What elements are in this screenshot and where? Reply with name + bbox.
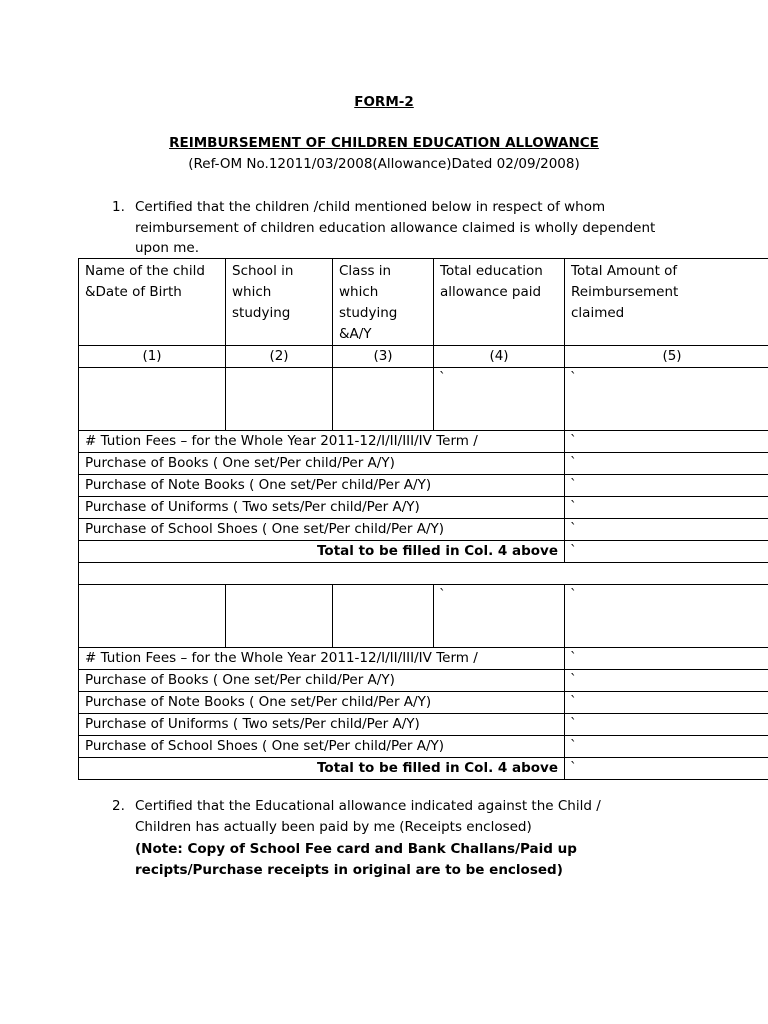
note-line-1: (Note: Copy of School Fee card and Bank Challans/Paid up: [135, 841, 577, 857]
para1-line-2: reimbursement of children education allowance claimed is wholly dependent: [135, 220, 656, 236]
table-header-row: [79, 259, 768, 346]
para2-line-2: Children has actually been paid by me (Receipts enclosed): [135, 819, 532, 835]
child-1-fee-row: [79, 431, 768, 453]
total-amount-cell[interactable]: `: [565, 541, 768, 563]
col-number-2: (2): [226, 346, 333, 368]
header-total-paid: Total education allowance paid: [434, 259, 565, 346]
para2-line-1: Certified that the Educational allowance indicated against the Child /: [135, 798, 601, 814]
child-2-fee-row: [79, 648, 768, 670]
fee-item-label: Purchase of Books ( One set/Per child/Per A/Y): [79, 453, 565, 475]
fee-item-label: Purchase of Uniforms ( Two sets/Per child/Per A/Y): [79, 714, 565, 736]
child-1-school-cell[interactable]: [226, 368, 333, 431]
col-number-5: (5): [565, 346, 768, 368]
column-number-row: [79, 346, 768, 368]
child-1-reimbursement-cell[interactable]: `: [565, 368, 768, 431]
header-school: School in which studying: [226, 259, 333, 346]
child-2-total-row: [79, 758, 768, 780]
child-1-entry-row: [79, 368, 768, 431]
fee-item-label: # Tution Fees – for the Whole Year 2011-12/I/II/III/IV Term /: [79, 648, 565, 670]
fee-amount-cell[interactable]: `: [565, 714, 768, 736]
child-2-school-cell[interactable]: [226, 585, 333, 648]
fee-amount-cell[interactable]: `: [565, 431, 768, 453]
child-1-fee-row: [79, 453, 768, 475]
fee-item-label: Purchase of Uniforms ( Two sets/Per child/Per A/Y): [79, 497, 565, 519]
child-2-fee-row: [79, 714, 768, 736]
fee-item-label: Purchase of School Shoes ( One set/Per child/Per A/Y): [79, 736, 565, 758]
child-1-name-cell[interactable]: [79, 368, 226, 431]
reference-line: (Ref-OM No.12011/03/2008(Allowance)Dated 02/09/2008): [188, 156, 580, 172]
fee-item-label: Purchase of School Shoes ( One set/Per child/Per A/Y): [79, 519, 565, 541]
total-label: Total to be filled in Col. 4 above: [79, 758, 565, 780]
fee-item-label: Purchase of Note Books ( One set/Per child/Per A/Y): [79, 692, 565, 714]
separator-row: [79, 563, 768, 585]
form-title: FORM-2: [354, 94, 414, 110]
fee-amount-cell[interactable]: `: [565, 670, 768, 692]
fee-item-label: Purchase of Note Books ( One set/Per child/Per A/Y): [79, 475, 565, 497]
fee-amount-cell[interactable]: `: [565, 453, 768, 475]
total-label: Total to be filled in Col. 4 above: [79, 541, 565, 563]
child-2-fee-row: [79, 692, 768, 714]
child-1-fee-row: [79, 497, 768, 519]
child-2-class-cell[interactable]: [333, 585, 434, 648]
fee-amount-cell[interactable]: `: [565, 475, 768, 497]
child-1-total-paid-cell[interactable]: `: [434, 368, 565, 431]
child-2-name-cell[interactable]: [79, 585, 226, 648]
note-line-2: recipts/Purchase receipts in original are to be enclosed): [135, 862, 563, 878]
child-1-total-row: [79, 541, 768, 563]
col-number-1: (1): [79, 346, 226, 368]
allowance-table: [78, 258, 768, 780]
header-class: Class in which studying &A/Y: [333, 259, 434, 346]
separator-cell: [79, 563, 768, 585]
fee-amount-cell[interactable]: `: [565, 692, 768, 714]
child-1-class-cell[interactable]: [333, 368, 434, 431]
child-2-fee-row: [79, 670, 768, 692]
fee-item-label: # Tution Fees – for the Whole Year 2011-12/I/II/III/IV Term /: [79, 431, 565, 453]
child-2-entry-row: [79, 585, 768, 648]
fee-amount-cell[interactable]: `: [565, 519, 768, 541]
col-number-3: (3): [333, 346, 434, 368]
child-1-fee-row: [79, 519, 768, 541]
header-reimbursement: Total Amount of Reimbursement claimed: [565, 259, 768, 346]
fee-amount-cell[interactable]: `: [565, 648, 768, 670]
child-1-fee-row: [79, 475, 768, 497]
col-number-4: (4): [434, 346, 565, 368]
header-name-dob: Name of the child &Date of Birth: [79, 259, 226, 346]
para1-line-3: upon me.: [135, 240, 199, 256]
para1-line-1: Certified that the children /child mentioned below in respect of whom: [135, 199, 606, 215]
child-2-reimbursement-cell[interactable]: `: [565, 585, 768, 648]
child-2-total-paid-cell[interactable]: `: [434, 585, 565, 648]
fee-item-label: Purchase of Books ( One set/Per child/Per A/Y): [79, 670, 565, 692]
para2-number: 2.: [112, 798, 125, 814]
form-heading: REIMBURSEMENT OF CHILDREN EDUCATION ALLOWANCE: [169, 135, 599, 151]
fee-amount-cell[interactable]: `: [565, 497, 768, 519]
para1-number: 1.: [112, 199, 125, 215]
total-amount-cell[interactable]: `: [565, 758, 768, 780]
fee-amount-cell[interactable]: `: [565, 736, 768, 758]
child-2-fee-row: [79, 736, 768, 758]
